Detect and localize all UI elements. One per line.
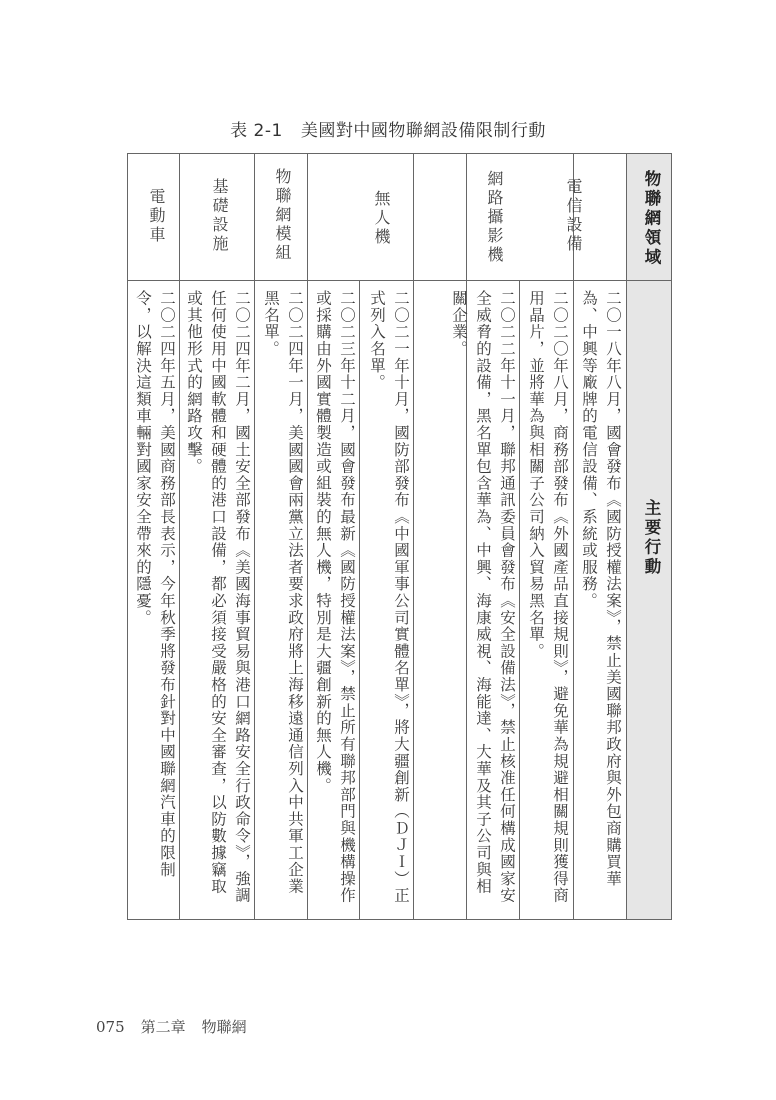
page-number: 075 [96, 1018, 125, 1036]
header-domain-label: 物聯網領域 [642, 170, 661, 268]
action-electric-vehicle-2024: 二〇二四年五月，美國商務部長表示，今年秋季將發布針對中國聯網汽車的限制令，以解決這類車輛對國家安全帶來的隱憂。 [134, 290, 176, 878]
chapter-label: 第二章 [140, 1018, 186, 1036]
page-footer [96, 1016, 263, 1037]
domain-infrastructure: 基礎設施 [210, 178, 229, 254]
action-drone-2023: 二〇二三年十二月，國會發布最新《國防授權法案》，禁止所有聯邦部門與機構操作或採購由外國實體製造或組裝的無人機，特別是大疆創新的無人機。 [314, 290, 356, 904]
domain-network-camera: 網路攝影機 [485, 170, 504, 265]
table-number: 表 2-1 [230, 121, 283, 141]
domain-electric-vehicle: 電動車 [147, 188, 166, 245]
header-action-label: 主要行動 [642, 499, 661, 577]
action-telecom-2020: 二〇二〇年八月，商務部發布《外國產品直接規則》，避免華為規避相關規則獲得商用晶片，並將華為與相關子公司納入貿易黑名單。 [527, 290, 569, 904]
action-camera-2022: 二〇二二年十一月，聯邦通訊委員會發布《安全設備法》，禁止核准任何構成國家安全威脅的設備，黑名單包含華為、中興、海康威視、海能達、大華及其子公司與相關企業。 [450, 290, 516, 904]
section-label: 物聯網 [201, 1018, 247, 1036]
action-telecom-2018: 二〇一八年八月，國會發布《國防授權法案》，禁止美國聯邦政府與外包商購買華為、中興等廠牌的電信設備、系統或服務。 [580, 290, 622, 888]
domain-iot-module: 物聯網模組 [273, 168, 292, 263]
action-drone-2021: 二〇二一年十月，國防部發布《中國軍事公司實體名單》，將大疆創新（ＤＪＩ）正式列入名單。 [368, 290, 410, 904]
domain-drone: 無人機 [372, 190, 391, 247]
table-title: 美國對中國物聯網設備限制行動 [300, 121, 546, 141]
action-infrastructure-2024: 二〇二四年二月，國土安全部發布《美國海事貿易與港口網路安全行政命令》，強調任何使用中國軟體和硬體的港口設備，都必須接受嚴格的安全審查，以防數據竊取或其他形式的網路攻擊。 [185, 290, 251, 904]
iot-restrictions-table [127, 153, 672, 920]
table-caption [0, 116, 776, 141]
action-iot-module-2024: 二〇二四年一月，美國國會兩黨立法者要求政府將上海移遠通信列入中共軍工企業黑名單。 [262, 290, 304, 895]
domain-telecom: 電信設備 [564, 178, 583, 254]
